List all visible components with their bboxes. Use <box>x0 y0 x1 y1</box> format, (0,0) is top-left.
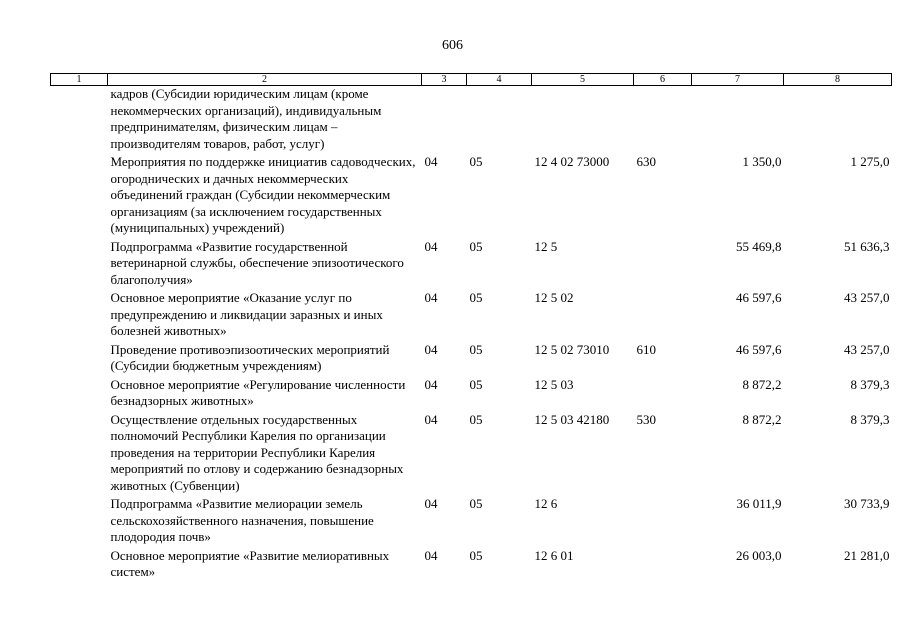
target-article-code: 12 6 <box>534 496 558 511</box>
amount-year-2: 8 379,3 <box>850 376 890 392</box>
table-row <box>51 239 892 291</box>
expense-type-code: 610 <box>636 341 656 357</box>
page-number: 606 <box>442 38 463 53</box>
column-header: 2 <box>108 74 422 86</box>
column-header: 4 <box>467 74 532 86</box>
amount-year-2: 1 275,0 <box>850 154 890 169</box>
podrazdel-code: 05 <box>469 341 483 357</box>
item-name: Основное мероприятие «Регулирование численности безнадзорных животных» <box>110 376 406 408</box>
target-article-code: 12 5 03 <box>534 376 574 392</box>
amount-year-2: 43 257,0 <box>844 290 890 305</box>
expense-type-code <box>634 290 692 342</box>
expense-type-code <box>634 377 692 412</box>
spacer <box>51 86 108 155</box>
target-article-code: 12 6 01 <box>534 547 574 563</box>
column-header: 8 <box>784 74 892 86</box>
table-row <box>51 412 892 497</box>
spacer <box>51 290 108 342</box>
target-article-code: 12 5 03 42180 <box>534 411 610 427</box>
amount-year-2: 51 636,3 <box>844 238 890 254</box>
expense-type-code <box>634 548 692 583</box>
razdel-code: 04 <box>424 154 438 169</box>
podrazdel-code: 05 <box>469 411 483 427</box>
item-name: Проведение противоэпизоотических мероприятий (Субсидии бюджетным учреждениям) <box>110 341 390 373</box>
table-body <box>51 86 892 583</box>
expense-type-code <box>634 86 692 155</box>
razdel-code: 04 <box>424 290 438 305</box>
razdel-code: 04 <box>424 496 438 511</box>
item-name: Подпрограмма «Развитие государственной ветеринарной службы, обеспечение эпизоотического благополучия» <box>110 238 404 287</box>
amount-year-1: 1 350,0 <box>742 154 782 169</box>
column-header: 6 <box>634 74 692 86</box>
amount-year-2: 8 379,3 <box>850 411 890 427</box>
spacer <box>51 496 108 548</box>
budget-table <box>50 73 892 583</box>
amount-year-1: 36 011,9 <box>736 496 782 511</box>
table-row <box>51 548 892 583</box>
amount-year-1: 55 469,8 <box>736 238 782 254</box>
spacer <box>51 377 108 412</box>
amount-year-2 <box>784 86 892 155</box>
column-header: 7 <box>692 74 784 86</box>
podrazdel-code: 05 <box>469 376 483 392</box>
expense-type-code: 530 <box>636 411 656 427</box>
column-header: 1 <box>51 74 108 86</box>
amount-year-2: 30 733,9 <box>844 496 890 511</box>
amount-year-1: 8 872,2 <box>742 411 782 427</box>
column-header: 3 <box>422 74 467 86</box>
target-article-code <box>532 86 634 155</box>
amount-year-1 <box>692 86 784 155</box>
table-row <box>51 342 892 377</box>
amount-year-1: 46 597,6 <box>736 341 782 357</box>
razdel-code: 04 <box>424 341 438 357</box>
podrazdel-code: 05 <box>469 496 483 511</box>
podrazdel-code: 05 <box>469 238 483 254</box>
table-row <box>51 290 892 342</box>
table-row <box>51 496 892 548</box>
razdel-code: 04 <box>424 376 438 392</box>
item-name: Подпрограмма «Развитие мелиорации земель сельскохозяйственного назначения, повышение плодородия почв» <box>110 496 374 544</box>
target-article-code: 12 5 02 <box>534 290 574 305</box>
amount-year-1: 26 003,0 <box>736 547 782 563</box>
spacer <box>51 239 108 291</box>
table-header <box>51 74 892 86</box>
spacer <box>51 548 108 583</box>
spacer <box>51 342 108 377</box>
column-header: 5 <box>532 74 634 86</box>
amount-year-2: 43 257,0 <box>844 341 890 357</box>
amount-year-1: 46 597,6 <box>736 290 782 305</box>
razdel-code <box>422 86 467 155</box>
table-row <box>51 154 892 239</box>
item-name: Мероприятия по поддержке инициатив садоводческих, огороднических и дачных некоммерческих объединений граждан (Субсидии некоммерческим организациям (за исключением государственных (муниципальных) учреждений) <box>110 154 416 235</box>
razdel-code: 04 <box>424 547 438 563</box>
table-row <box>51 86 892 155</box>
expense-type-code <box>634 496 692 548</box>
razdel-code: 04 <box>424 238 438 254</box>
expense-type-code: 630 <box>636 154 656 169</box>
column-number-row <box>51 74 892 86</box>
amount-year-1: 8 872,2 <box>742 376 782 392</box>
razdel-code: 04 <box>424 411 438 427</box>
item-name: Осуществление отдельных государственных полномочий Республики Карелия по организации проведения на территории Республики Карелия мероприятий по отлову и содержанию безнадзорных животных (Субвенции) <box>110 411 404 493</box>
podrazdel-code <box>467 86 532 155</box>
item-name: Основное мероприятие «Развитие мелиоративных систем» <box>110 547 390 579</box>
item-name: Основное мероприятие «Оказание услуг по предупреждению и ликвидации заразных и иных болезней животных» <box>110 290 383 338</box>
target-article-code: 12 5 02 73010 <box>534 341 610 357</box>
amount-year-2: 21 281,0 <box>844 547 890 563</box>
expense-type-code <box>634 239 692 291</box>
podrazdel-code: 05 <box>469 290 483 305</box>
podrazdel-code: 05 <box>469 154 483 169</box>
target-article-code: 12 4 02 73000 <box>534 154 610 169</box>
target-article-code: 12 5 <box>534 238 558 254</box>
item-name: кадров (Субсидии юридическим лицам (кроме некоммерческих организаций), индивидуальным предпринимателям, физическим лицам – производителям товаров, работ, услуг) <box>110 86 382 151</box>
podrazdel-code: 05 <box>469 547 483 563</box>
spacer <box>51 412 108 497</box>
table-row <box>51 377 892 412</box>
spacer <box>51 154 108 239</box>
